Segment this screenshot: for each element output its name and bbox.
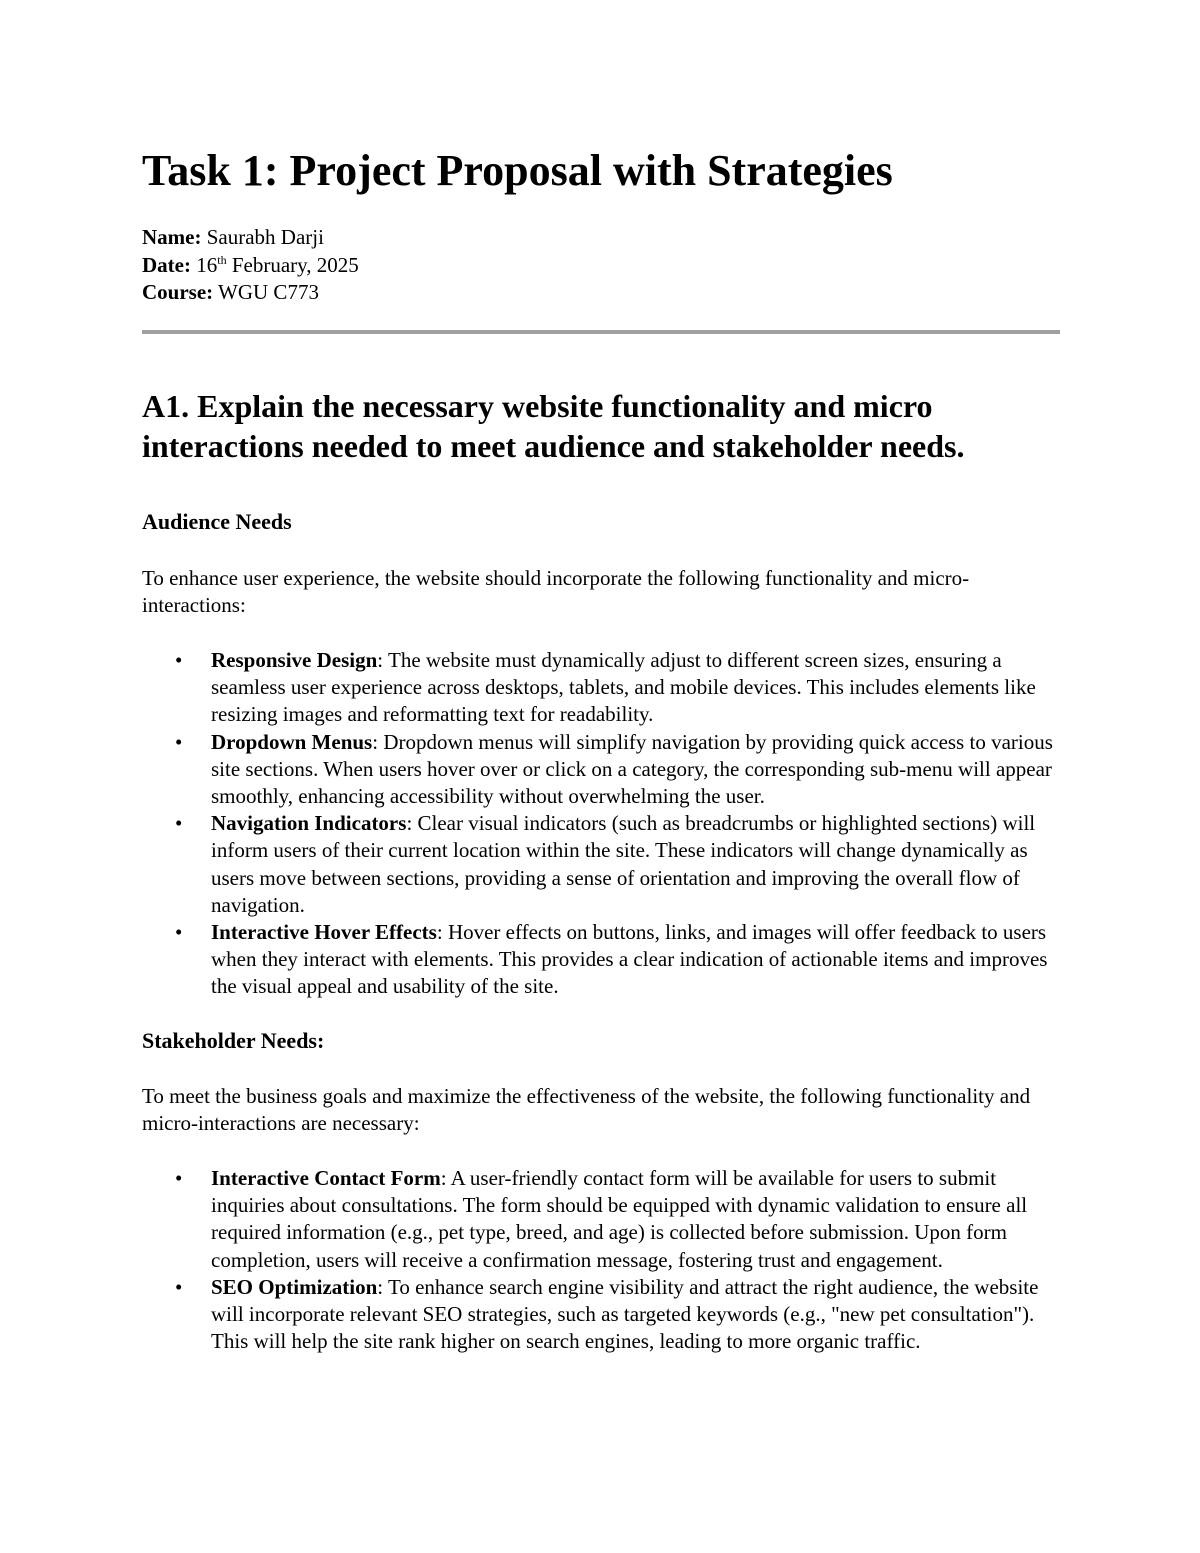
item-text: : A user-friendly contact form will be available for users to submit inquiries about consultations. The form should be equipped with dynamic validation to ensure all required information (e.g., pet type, breed, and age) is collected before submission. Upon form completion, users will receive a confirmation message, fostering trust and engagement. xyxy=(211,1166,1028,1272)
meta-date-line xyxy=(142,252,359,280)
meta-name-line xyxy=(142,224,359,252)
item-term: Navigation Indicators xyxy=(211,811,407,836)
bullet-icon: • xyxy=(175,648,183,672)
document-title: Task 1: Project Proposal with Strategies xyxy=(142,146,893,195)
date-label: Date: xyxy=(142,252,191,277)
course-label: Course: xyxy=(142,280,214,304)
bullet-icon: • xyxy=(175,920,183,945)
item-text: : The website must dynamically adjust to different screen sizes, ensuring a seamless user experience across desktops, tablets, and mobile devices. This includes elements like resizing images and reformatting text for readability. xyxy=(211,648,1036,727)
list-item xyxy=(142,919,1060,1001)
item-term: Interactive Hover Effects xyxy=(211,920,437,945)
item-text: : Dropdown menus will simplify navigation by providing quick access to various site sections. When users hover over or click on a category, the corresponding sub-menu will appear smoothly, enhancing accessibility without overwhelming the user. xyxy=(211,729,1053,809)
document-meta xyxy=(142,224,359,307)
date-suffix: th xyxy=(217,252,227,267)
meta-course-line xyxy=(142,279,359,307)
audience-intro: To enhance user experience, the website should incorporate the following functionality and micro-interactions: xyxy=(142,566,970,618)
bullet-icon: • xyxy=(175,1166,183,1190)
bullet-icon: • xyxy=(175,729,183,754)
item-text: : Hover effects on buttons, links, and images will offer feedback to users when they interact with elements. This provides a clear indication of actionable items and improves the visual appeal and usability of the site. xyxy=(211,920,1048,999)
course-value: WGU C773 xyxy=(218,280,319,304)
item-term: SEO Optimization xyxy=(211,1274,378,1299)
audience-list xyxy=(142,647,1060,1001)
list-item xyxy=(142,1274,1060,1356)
date-rest: February, 2025 xyxy=(231,252,359,277)
name-value: Saurabh Darji xyxy=(206,225,324,249)
section-a1-heading: A1. Explain the necessary website functionality and micro interactions needed to meet audience and stakeholder needs. xyxy=(142,388,965,464)
stakeholder-needs-heading: Stakeholder Needs: xyxy=(142,1028,325,1053)
bullet-icon: • xyxy=(175,1274,183,1299)
name-label: Name: xyxy=(142,225,202,249)
item-text: : To enhance search engine visibility and attract the right audience, the website will incorporate relevant SEO strategies, such as targeted keywords (e.g., "new pet consultation"). This will help the site rank higher on search engines, leading to more organic traffic. xyxy=(211,1274,1039,1354)
list-item xyxy=(142,647,1060,729)
item-term: Responsive Design xyxy=(211,648,378,672)
item-term: Interactive Contact Form xyxy=(211,1166,441,1190)
stakeholder-intro: To meet the business goals and maximize the effectiveness of the website, the following functionality and micro-interactions are necessary: xyxy=(142,1084,1031,1136)
item-term: Dropdown Menus xyxy=(211,729,373,754)
list-item xyxy=(142,810,1060,919)
list-item xyxy=(142,1165,1060,1274)
item-text: : Clear visual indicators (such as breadcrumbs or highlighted sections) will inform users of their current location within the site. These indicators will change dynamically as users move between sections, providing a sense of orientation and improving the overall flow of navigation. xyxy=(211,811,1036,917)
list-item xyxy=(142,729,1060,811)
date-day: 16 xyxy=(196,252,218,277)
horizontal-rule xyxy=(142,330,1060,334)
bullet-icon: • xyxy=(175,811,183,836)
stakeholder-list xyxy=(142,1165,1060,1355)
audience-needs-heading: Audience Needs xyxy=(142,509,292,534)
